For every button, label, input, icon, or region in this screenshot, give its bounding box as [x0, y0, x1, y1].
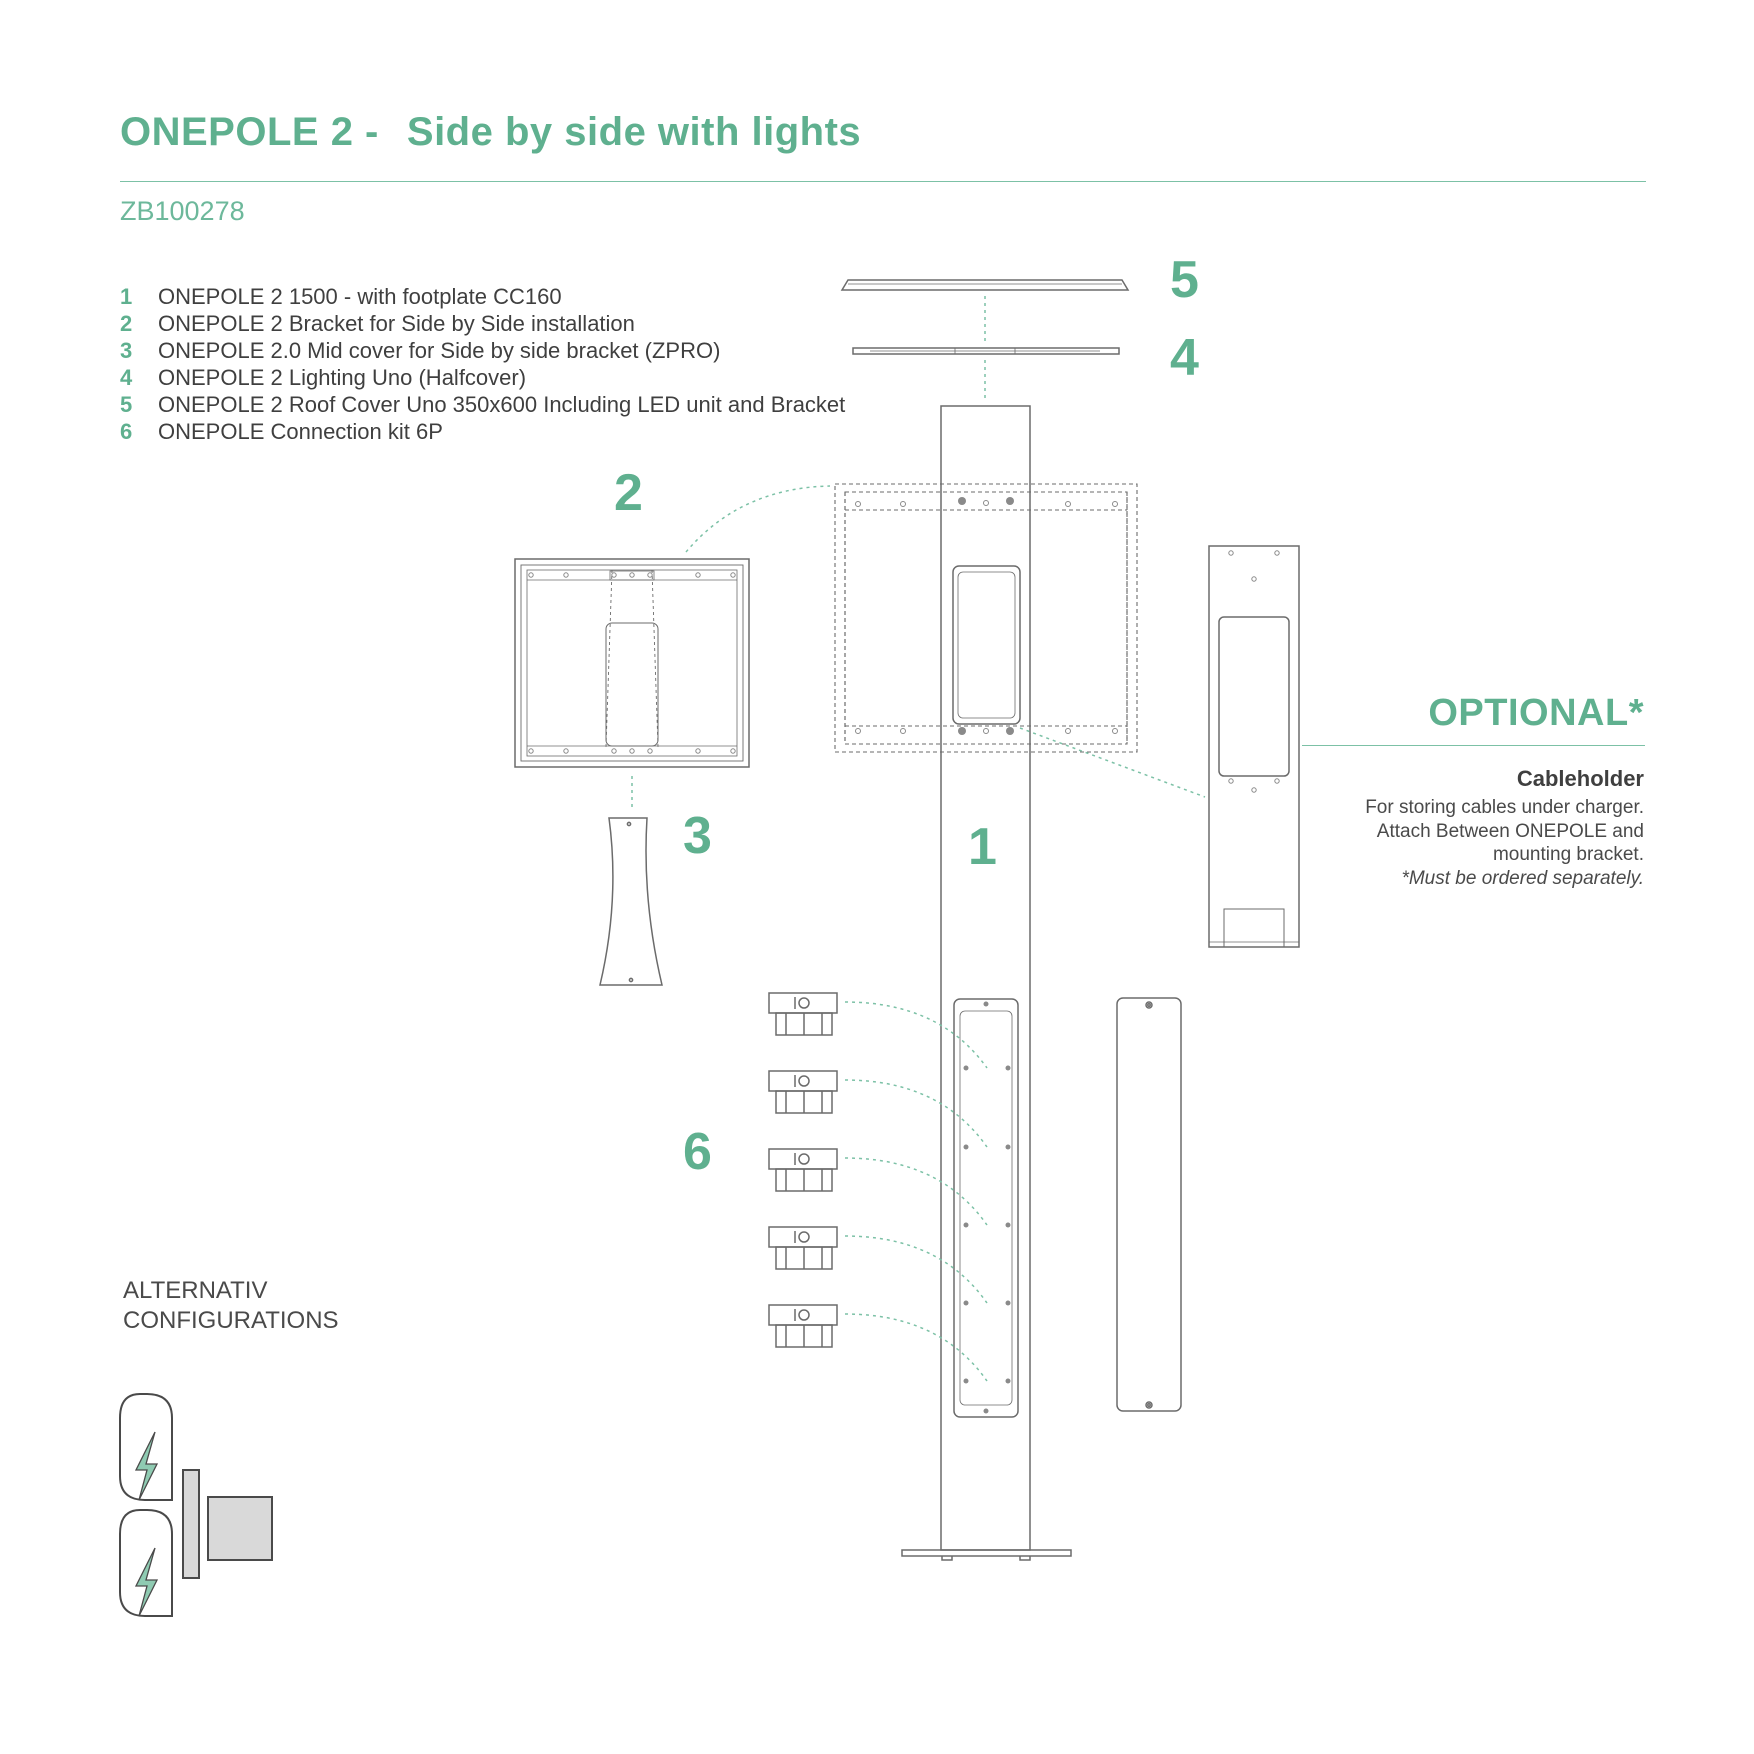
description-line: For storing cables under charger.: [1365, 797, 1644, 818]
product-code: ZB100278: [120, 196, 245, 226]
roof-cover-part: [842, 280, 1128, 290]
part-label: ONEPOLE 2.0 Mid cover for Side by side bracket (ZPRO): [158, 338, 721, 363]
connection-terminal: [769, 1227, 837, 1269]
callout-3: 3: [683, 807, 712, 865]
cableholder-description: [1284, 796, 1644, 890]
lightning-bolt-icon: [136, 1432, 157, 1616]
part-number: 2: [120, 311, 133, 336]
connection-terminal: [769, 1071, 837, 1113]
part-number: 3: [120, 338, 133, 363]
mid-cover-part: [600, 818, 662, 985]
part-label: ONEPOLE 2 Roof Cover Uno 350x600 Including LED unit and Bracket: [158, 392, 846, 417]
dashed-leader: [686, 486, 830, 552]
connection-terminal: [769, 993, 837, 1035]
alternative-configurations-label: [123, 1276, 423, 1336]
order-note: *Must be ordered separately.: [1401, 867, 1644, 889]
optional-title: OPTIONAL*: [1428, 692, 1644, 734]
part-number: 6: [120, 419, 133, 444]
description-line: mounting bracket.: [1492, 844, 1644, 865]
alt-line: CONFIGURATIONS: [123, 1307, 339, 1334]
callout-2: 2: [614, 464, 643, 522]
part-label: ONEPOLE 2 Bracket for Side by Side installation: [158, 311, 635, 336]
cableholder-heading: Cableholder: [1516, 766, 1644, 791]
title-sub: Side by side with lights: [406, 110, 862, 154]
part-label: ONEPOLE 2 Lighting Uno (Halfcover): [158, 365, 527, 390]
callout-5: 5: [1170, 251, 1199, 309]
part-label: ONEPOLE 2 1500 - with footplate CC160: [158, 284, 562, 309]
callout-4: 4: [1170, 329, 1199, 387]
title-main: ONEPOLE 2 -: [120, 110, 379, 154]
side-cover-panel: [1117, 998, 1181, 1411]
bracket-on-pole: [835, 484, 1137, 752]
lighting-halfcover-part: [853, 348, 1119, 354]
part-number: 1: [120, 284, 133, 309]
callout-6: 6: [683, 1123, 712, 1181]
terminal-leaders: [845, 1002, 987, 1381]
callout-1: 1: [968, 818, 997, 876]
optional-divider: [1302, 745, 1645, 746]
pole-part: [902, 406, 1071, 1560]
alt-line: ALTERNATIV: [123, 1277, 268, 1304]
connection-terminal: [769, 1305, 837, 1347]
description-line: Attach Between ONEPOLE and: [1376, 820, 1644, 842]
connection-terminal: [769, 1149, 837, 1191]
part-label: ONEPOLE Connection kit 6P: [158, 419, 443, 444]
bracket-bolts: [958, 497, 1014, 735]
part-number: 5: [120, 392, 133, 417]
dashed-leader: [1020, 728, 1205, 797]
part-number: 4: [120, 365, 133, 390]
bracket-part: [515, 559, 749, 767]
